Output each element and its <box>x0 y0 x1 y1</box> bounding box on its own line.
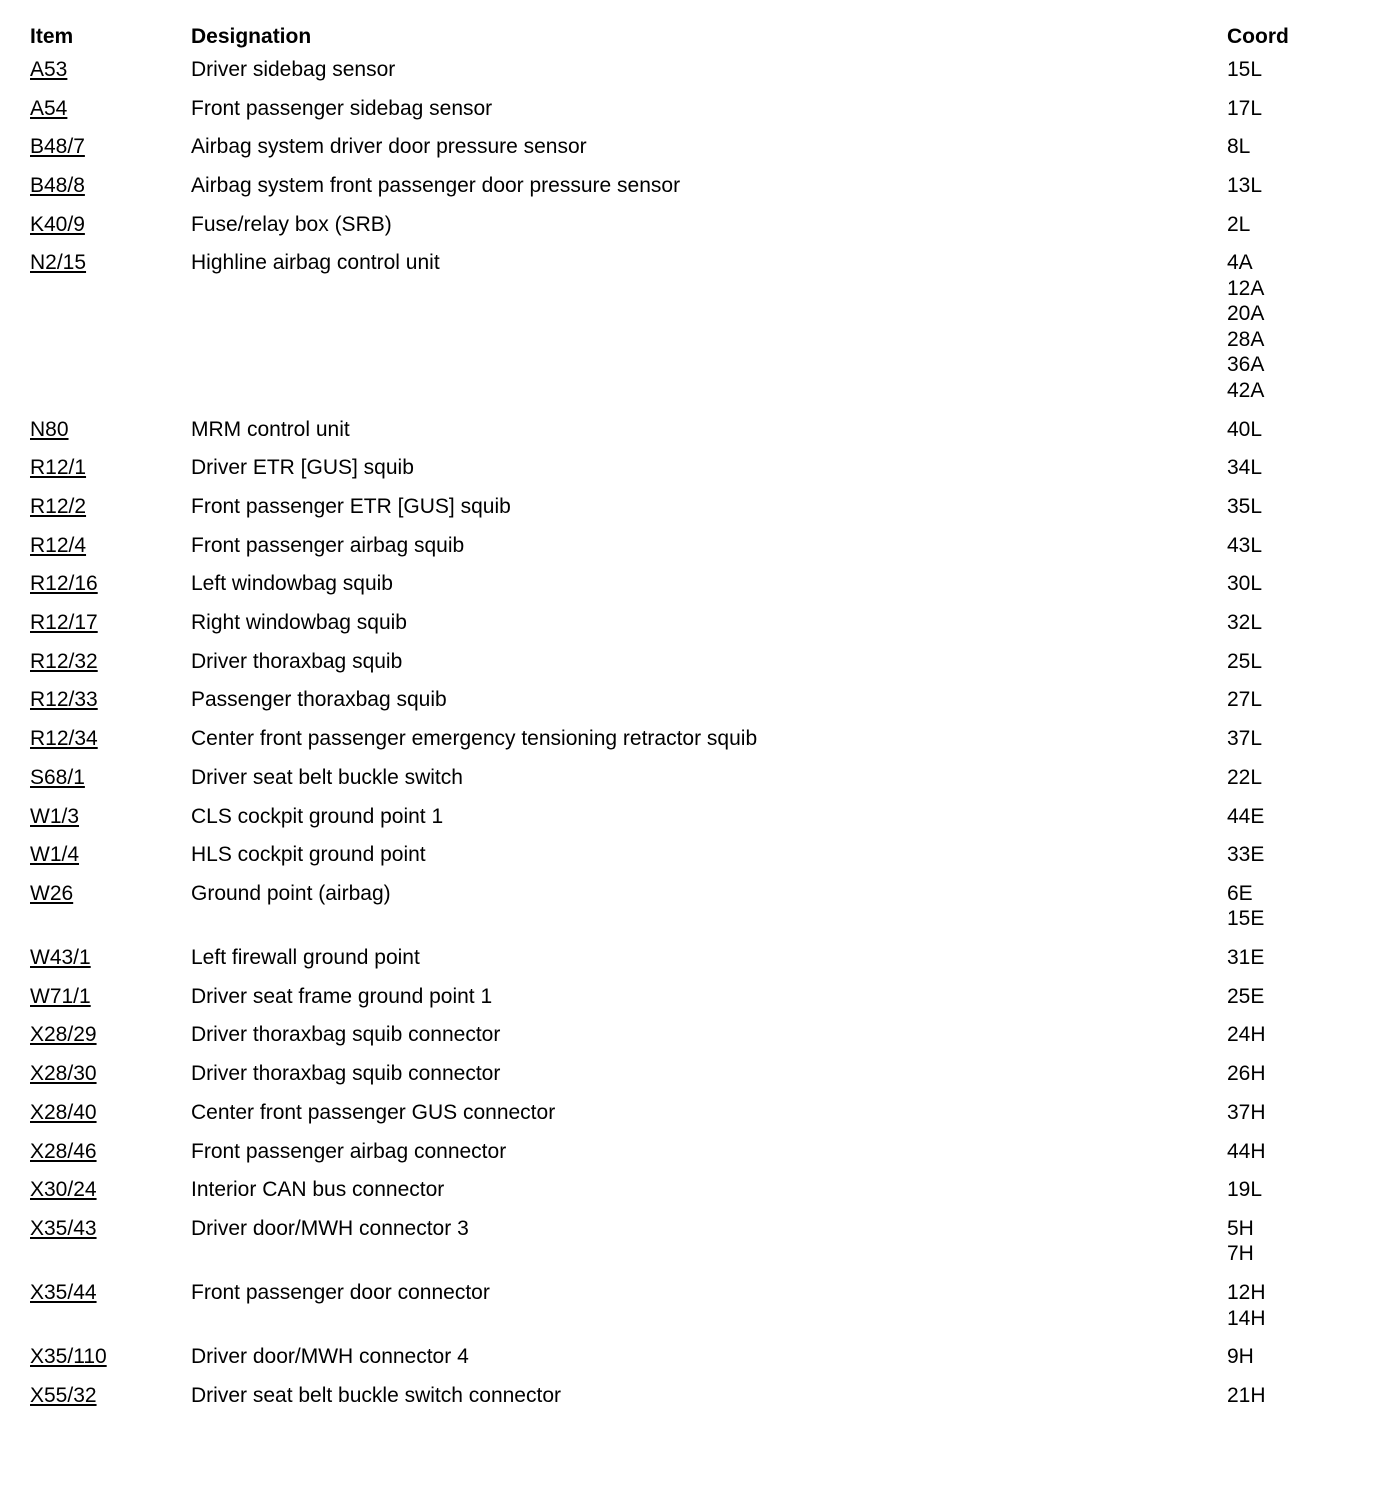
item-cell <box>30 96 191 122</box>
table-row <box>30 571 1370 597</box>
item-cell <box>30 1383 191 1409</box>
item-link[interactable]: X35/110 <box>30 1345 107 1369</box>
coord-cell <box>1227 1061 1370 1087</box>
component-legend-table <box>30 22 1370 1422</box>
item-cell <box>30 726 191 752</box>
coord-value: 20A <box>1227 302 1265 326</box>
coord-cell <box>1227 726 1370 752</box>
item-link[interactable]: X28/40 <box>30 1100 97 1124</box>
coord-value: 37H <box>1227 1100 1266 1124</box>
item-link[interactable]: W71/1 <box>30 984 91 1008</box>
coord-cell <box>1227 57 1370 83</box>
coord-value: 21H <box>1227 1383 1266 1407</box>
item-link[interactable]: W26 <box>30 881 74 905</box>
designation-cell: Front passenger airbag squib <box>191 533 465 557</box>
table-row <box>30 945 1370 971</box>
designation-cell: Driver ETR [GUS] squib <box>191 456 414 480</box>
coord-value: 31E <box>1227 946 1265 970</box>
item-link[interactable]: N80 <box>30 417 69 441</box>
coord-cell <box>1227 96 1370 122</box>
table-row <box>30 649 1370 675</box>
item-cell <box>30 533 191 559</box>
designation-cell: Interior CAN bus connector <box>191 1178 445 1202</box>
coord-value: 22L <box>1227 765 1263 789</box>
coord-value: 28A <box>1227 327 1265 351</box>
item-cell <box>30 1061 191 1087</box>
item-link[interactable]: S68/1 <box>30 765 85 789</box>
table-row <box>30 1100 1370 1126</box>
item-link[interactable]: K40/9 <box>30 212 85 236</box>
item-cell <box>30 804 191 830</box>
designation-cell: Driver seat belt buckle switch connector <box>191 1383 561 1407</box>
designation-cell: HLS cockpit ground point <box>191 843 426 867</box>
coord-value: 15L <box>1227 58 1263 81</box>
item-cell <box>30 1344 191 1370</box>
table-row <box>30 1344 1370 1370</box>
item-cell <box>30 571 191 597</box>
table-row <box>30 726 1370 752</box>
coord-cell <box>1227 1280 1370 1331</box>
designation-cell: Ground point (airbag) <box>191 881 391 905</box>
item-cell <box>30 250 191 276</box>
item-link[interactable]: R12/34 <box>30 727 98 751</box>
coord-value: 40L <box>1227 417 1263 441</box>
coord-value: 30L <box>1227 572 1263 596</box>
item-link[interactable]: R12/33 <box>30 688 98 712</box>
designation-cell: MRM control unit <box>191 417 350 441</box>
coord-value: 8L <box>1227 135 1251 159</box>
designation-cell: Driver thoraxbag squib <box>191 649 403 673</box>
item-link[interactable]: R12/1 <box>30 456 87 480</box>
coord-value: 2L <box>1227 212 1251 236</box>
table-row <box>30 610 1370 636</box>
coord-cell <box>1227 881 1370 932</box>
item-link[interactable]: R12/16 <box>30 572 98 596</box>
coord-value: 25E <box>1227 984 1265 1008</box>
coord-value: 43L <box>1227 533 1263 557</box>
coord-cell <box>1227 610 1370 636</box>
designation-cell: Driver thoraxbag squib connector <box>191 1062 501 1086</box>
coord-value: 5H <box>1227 1216 1254 1240</box>
coord-cell <box>1227 212 1370 238</box>
coord-cell <box>1227 1022 1370 1048</box>
table-row <box>30 765 1370 791</box>
item-link[interactable]: A53 <box>30 58 68 81</box>
table-row <box>30 455 1370 481</box>
designation-cell: Driver seat frame ground point 1 <box>191 984 493 1008</box>
table-row <box>30 57 1370 83</box>
coord-cell <box>1227 945 1370 971</box>
coord-value: 33E <box>1227 843 1265 867</box>
coord-value: 27L <box>1227 688 1263 712</box>
coord-value: 35L <box>1227 495 1263 518</box>
item-cell <box>30 1139 191 1165</box>
coord-value: 7H <box>1227 1242 1254 1266</box>
item-cell <box>30 945 191 971</box>
coord-cell <box>1227 1177 1370 1203</box>
designation-cell: Driver seat belt buckle switch <box>191 765 463 789</box>
item-cell <box>30 1177 191 1203</box>
designation-cell: Left firewall ground point <box>191 946 420 970</box>
item-link[interactable]: W1/3 <box>30 804 80 828</box>
coord-cell <box>1227 1216 1370 1267</box>
table-row <box>30 212 1370 238</box>
coord-cell <box>1227 1139 1370 1165</box>
header-designation: Designation <box>191 25 312 48</box>
coord-cell <box>1227 417 1370 443</box>
item-link[interactable]: X28/29 <box>30 1023 97 1047</box>
item-link[interactable]: X28/30 <box>30 1062 97 1086</box>
item-link[interactable]: R12/17 <box>30 611 98 635</box>
item-cell <box>30 1280 191 1306</box>
item-link[interactable]: W43/1 <box>30 946 91 970</box>
designation-cell: Driver door/MWH connector 3 <box>191 1216 469 1240</box>
item-cell <box>30 765 191 791</box>
item-link[interactable]: R12/4 <box>30 533 87 557</box>
table-row <box>30 1022 1370 1048</box>
designation-cell: Airbag system driver door pressure sensor <box>191 135 587 159</box>
designation-cell: Front passenger door connector <box>191 1281 490 1305</box>
item-link[interactable]: B48/8 <box>30 174 85 198</box>
coord-cell <box>1227 1383 1370 1409</box>
item-cell <box>30 494 191 520</box>
designation-cell: Left windowbag squib <box>191 572 393 596</box>
coord-cell <box>1227 134 1370 160</box>
item-cell <box>30 1100 191 1126</box>
coord-value: 44H <box>1227 1139 1266 1163</box>
item-link[interactable]: B48/7 <box>30 135 85 159</box>
coord-value: 24H <box>1227 1023 1266 1047</box>
coord-value: 34L <box>1227 456 1263 480</box>
item-cell <box>30 57 191 83</box>
item-cell <box>30 649 191 675</box>
coord-cell <box>1227 765 1370 791</box>
table-header <box>30 22 1370 57</box>
item-link[interactable]: A54 <box>30 96 68 120</box>
table-row <box>30 134 1370 160</box>
designation-cell: Driver door/MWH connector 4 <box>191 1345 469 1369</box>
coord-cell <box>1227 533 1370 559</box>
designation-cell: Airbag system front passenger door pressure sensor <box>191 174 681 198</box>
item-link[interactable]: X35/44 <box>30 1281 97 1305</box>
coord-value: 12H <box>1227 1281 1266 1305</box>
table-row <box>30 842 1370 868</box>
item-cell <box>30 455 191 481</box>
table-row <box>30 173 1370 199</box>
coord-cell <box>1227 250 1370 403</box>
table-row <box>30 687 1370 713</box>
coord-value: 37L <box>1227 727 1263 751</box>
designation-cell: Passenger thoraxbag squib <box>191 688 447 712</box>
item-link[interactable]: X30/24 <box>30 1178 97 1202</box>
item-link[interactable]: R12/2 <box>30 495 87 518</box>
coord-value: 13L <box>1227 174 1263 198</box>
designation-cell: Front passenger ETR [GUS] squib <box>191 495 511 518</box>
designation-cell: CLS cockpit ground point 1 <box>191 804 444 828</box>
coord-cell <box>1227 173 1370 199</box>
table-row <box>30 984 1370 1010</box>
item-link[interactable]: X55/32 <box>30 1383 97 1407</box>
item-cell <box>30 610 191 636</box>
table-row <box>30 494 1370 520</box>
item-cell <box>30 881 191 907</box>
coord-cell <box>1227 984 1370 1010</box>
designation-cell: Center front passenger emergency tensioning retractor squib <box>191 727 758 751</box>
header-item: Item <box>30 25 74 48</box>
coord-value: 25L <box>1227 649 1263 673</box>
item-cell <box>30 687 191 713</box>
table-row <box>30 417 1370 443</box>
item-link[interactable]: R12/32 <box>30 649 98 673</box>
table-row <box>30 96 1370 122</box>
header-coord: Coord <box>1227 25 1289 48</box>
designation-cell: Right windowbag squib <box>191 611 407 635</box>
designation-cell: Center front passenger GUS connector <box>191 1100 556 1124</box>
item-cell <box>30 134 191 160</box>
coord-cell <box>1227 804 1370 830</box>
designation-cell: Highline airbag control unit <box>191 251 440 275</box>
coord-value: 36A <box>1227 353 1265 377</box>
coord-cell <box>1227 455 1370 481</box>
coord-cell <box>1227 649 1370 675</box>
designation-cell: Front passenger sidebag sensor <box>191 96 493 120</box>
table-body <box>30 57 1370 1408</box>
table-row <box>30 1216 1370 1267</box>
coord-value: 32L <box>1227 611 1263 635</box>
item-link[interactable]: N2/15 <box>30 251 87 275</box>
coord-value: 42A <box>1227 378 1265 402</box>
coord-cell <box>1227 1100 1370 1126</box>
coord-value: 26H <box>1227 1062 1266 1086</box>
item-cell <box>30 212 191 238</box>
item-cell <box>30 1022 191 1048</box>
designation-cell: Driver thoraxbag squib connector <box>191 1023 501 1047</box>
item-link[interactable]: X35/43 <box>30 1216 97 1240</box>
designation-cell: Driver sidebag sensor <box>191 58 396 81</box>
coord-value: 9H <box>1227 1345 1254 1369</box>
table-row <box>30 250 1370 403</box>
coord-cell <box>1227 571 1370 597</box>
designation-cell: Front passenger airbag connector <box>191 1139 507 1163</box>
item-link[interactable]: W1/4 <box>30 843 80 867</box>
coord-value: 15E <box>1227 907 1265 931</box>
coord-value: 12A <box>1227 276 1265 300</box>
table-row <box>30 804 1370 830</box>
item-cell <box>30 984 191 1010</box>
coord-value: 17L <box>1227 96 1263 120</box>
coord-cell <box>1227 1344 1370 1370</box>
item-cell <box>30 417 191 443</box>
coord-value: 4A <box>1227 251 1253 275</box>
table-row <box>30 1177 1370 1203</box>
item-cell <box>30 1216 191 1242</box>
coord-cell <box>1227 842 1370 868</box>
coord-value: 44E <box>1227 804 1265 828</box>
table-row <box>30 881 1370 932</box>
coord-cell <box>1227 687 1370 713</box>
item-cell <box>30 173 191 199</box>
table-row <box>30 533 1370 559</box>
table-row <box>30 1383 1370 1409</box>
coord-value: 14H <box>1227 1306 1266 1330</box>
item-link[interactable]: X28/46 <box>30 1139 97 1163</box>
table-row <box>30 1280 1370 1331</box>
table-row <box>30 1139 1370 1165</box>
item-cell <box>30 842 191 868</box>
coord-value: 6E <box>1227 881 1253 905</box>
designation-cell: Fuse/relay box (SRB) <box>191 212 392 236</box>
table-row <box>30 1061 1370 1087</box>
coord-value: 19L <box>1227 1178 1263 1202</box>
coord-cell <box>1227 494 1370 520</box>
